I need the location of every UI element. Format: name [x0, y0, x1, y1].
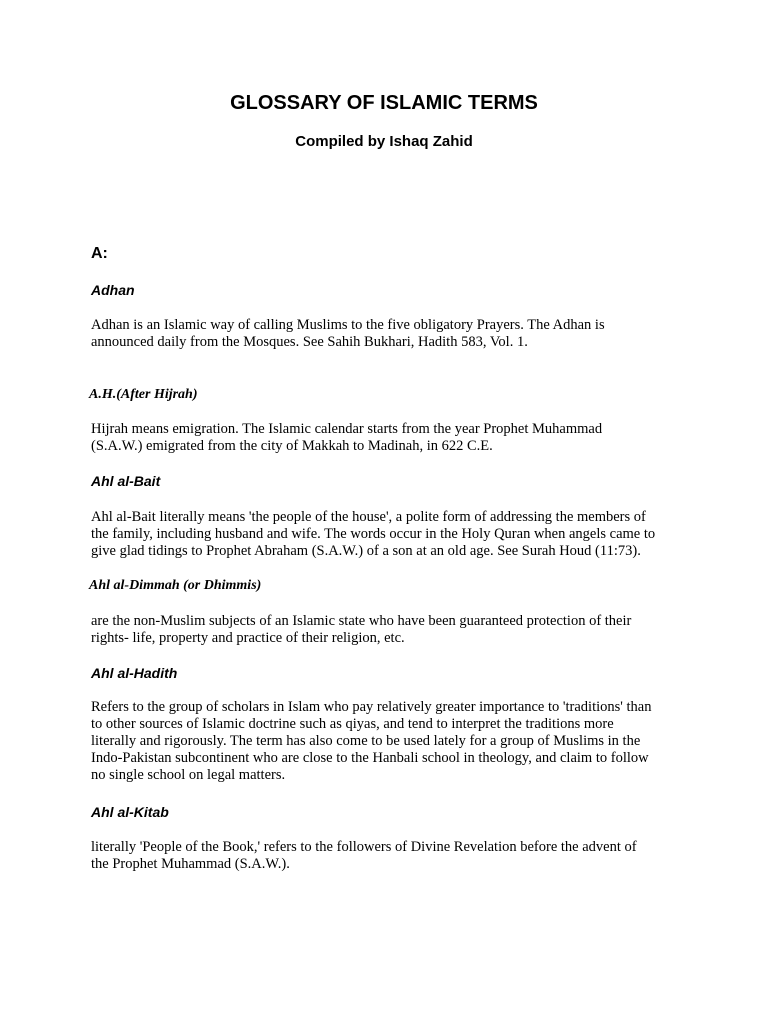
term-heading: Ahl al-Hadith: [91, 665, 178, 681]
definition-line: Indo-Pakistan subcontinent who are close to the Hanbali school in theology, and claim to follow: [91, 750, 649, 766]
definition-line: to other sources of Islamic doctrine such as qiyas, and tend to interpret the traditions more: [91, 716, 614, 732]
term-definition: [91, 613, 691, 647]
document-title: GLOSSARY OF ISLAMIC TERMS: [230, 92, 538, 114]
definition-line: announced daily from the Mosques. See Sahih Bukhari, Hadith 583, Vol. 1.: [91, 334, 528, 350]
definition-line: literally 'People of the Book,' refers to the followers of Divine Revelation before the advent of: [91, 839, 637, 855]
term-definition: [91, 699, 691, 784]
term-heading: Ahl al-Bait: [91, 473, 161, 489]
definition-line: give glad tidings to Prophet Abraham (S.A.W.) of a son at an old age. See Surah Houd (11:73).: [91, 543, 641, 559]
term-definition: [91, 421, 691, 455]
term-heading: Adhan: [91, 282, 135, 298]
definition-line: literally and rigorously. The term has also come to be used lately for a group of Muslims in the: [91, 733, 641, 749]
term-definition: [91, 839, 691, 873]
definition-line: no single school on legal matters.: [91, 767, 286, 783]
term-heading: Ahl al-Kitab: [91, 804, 169, 820]
document-subtitle: Compiled by Ishaq Zahid: [295, 133, 473, 150]
term-definition: [91, 509, 691, 560]
term-heading: Ahl al-Dimmah (or Dhimmis): [89, 578, 262, 593]
definition-line: the family, including husband and wife. The words occur in the Holy Quran when angels came to: [91, 526, 656, 542]
definition-line: (S.A.W.) emigrated from the city of Makkah to Madinah, in 622 C.E.: [91, 438, 493, 454]
term-heading: A.H.(After Hijrah): [89, 387, 198, 402]
section-heading-a: A:: [91, 245, 108, 262]
definition-line: Adhan is an Islamic way of calling Muslims to the five obligatory Prayers. The Adhan is: [91, 317, 605, 333]
definition-line: Ahl al-Bait literally means 'the people of the house', a polite form of addressing the members of: [91, 509, 646, 525]
definition-line: rights- life, property and practice of their religion, etc.: [91, 630, 405, 646]
definition-line: are the non-Muslim subjects of an Islamic state who have been guaranteed protection of their: [91, 613, 632, 629]
definition-line: the Prophet Muhammad (S.A.W.).: [91, 856, 290, 872]
definition-line: Hijrah means emigration. The Islamic calendar starts from the year Prophet Muhammad: [91, 421, 603, 437]
definition-line: Refers to the group of scholars in Islam who pay relatively greater importance to 'traditions' than: [91, 699, 652, 715]
term-definition: [91, 317, 691, 351]
